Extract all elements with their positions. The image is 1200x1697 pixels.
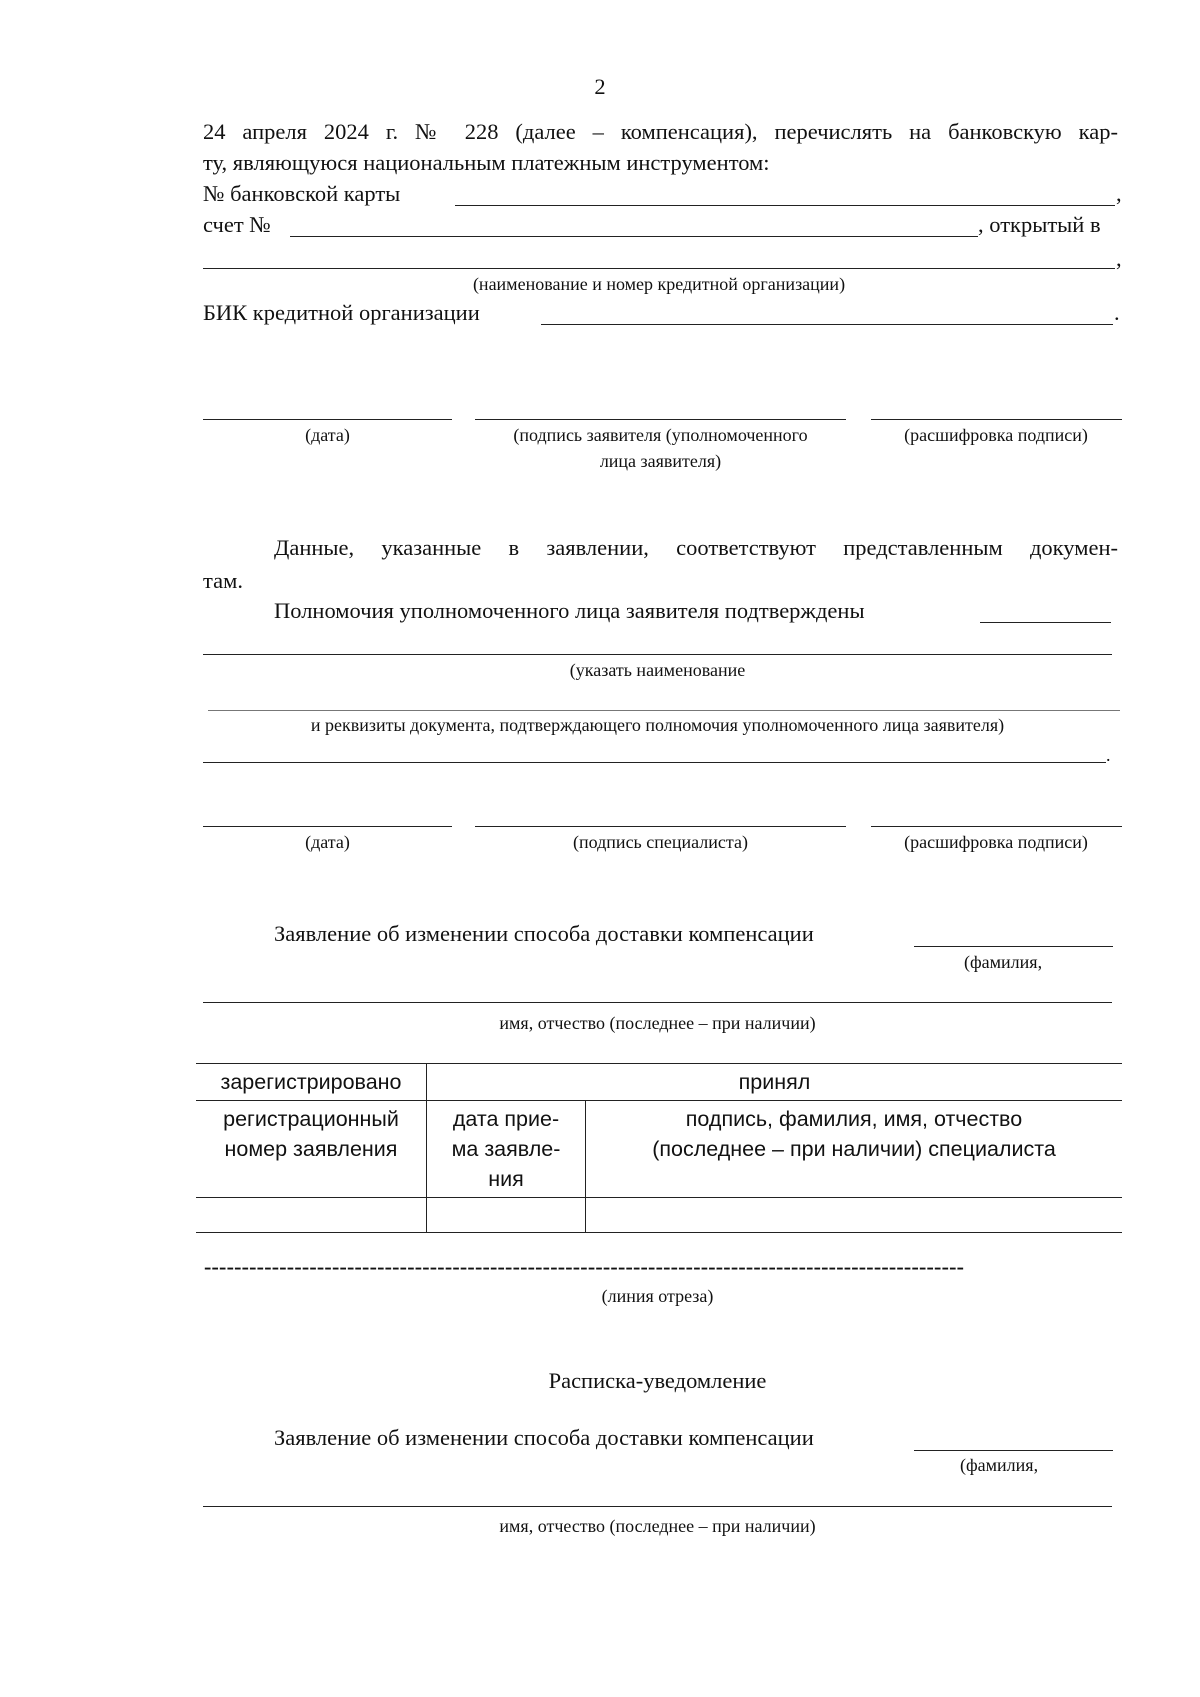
specialist-decode-caption: (расшифровка подписи) — [904, 832, 1088, 852]
page-number: 2 — [594, 74, 606, 99]
table-row — [196, 1198, 1122, 1233]
specialist-date-field[interactable] — [203, 826, 452, 827]
bank-name-caption: (наименование и номер кредитной организации) — [472, 274, 846, 294]
cut-line-caption: (линия отреза) — [601, 1286, 714, 1306]
col-signature-line-1: подпись, фамилия, имя, отчество — [685, 1107, 1023, 1132]
applicant-decode-caption: (расшифровка подписи) — [904, 425, 1088, 445]
card-number-label: № банковской карты — [203, 181, 401, 206]
col-reg-number-line-2: номер заявления — [224, 1137, 398, 1162]
header-registered: зарегистрировано — [196, 1064, 427, 1101]
bik-label: БИК кредитной организации — [203, 300, 480, 325]
col-date-line-3: ния — [488, 1167, 524, 1192]
applicant-signature-caption: (подпись заявителя (уполномоченного — [513, 425, 808, 445]
account-opened-in: , открытый в — [978, 212, 1101, 237]
specialist-date-caption: (дата) — [305, 832, 350, 852]
receipt-surname-caption: (фамилия, — [960, 1455, 1039, 1475]
authority-field-4[interactable] — [203, 762, 1106, 763]
col-reg-number-line-1: регистрационный — [223, 1107, 399, 1132]
card-number-comma: , — [1116, 181, 1122, 206]
authority-field-1[interactable] — [980, 622, 1111, 623]
verification-line-1: Данные, указанные в заявлении, соответствуют представленным докумен- — [274, 535, 1118, 560]
authority-field-2[interactable] — [203, 654, 1112, 655]
receipt-title: Расписка-уведомление — [548, 1368, 767, 1393]
col-date-line-1: дата прие- — [452, 1107, 560, 1132]
applicant-signature-field[interactable] — [475, 419, 846, 420]
col-date — [427, 1101, 586, 1198]
receipt-name-caption: имя, отчество (последнее – при наличии) — [499, 1516, 816, 1536]
registration-table — [196, 1063, 1122, 1233]
statement-surname-caption: (фамилия, — [964, 952, 1043, 972]
receipt-name-field[interactable] — [203, 1506, 1112, 1507]
account-number-field[interactable] — [290, 236, 978, 237]
receipt-text: Заявление об изменении способа доставки компенсации — [274, 1425, 814, 1450]
statement-text: Заявление об изменении способа доставки компенсации — [274, 921, 814, 946]
col-signature — [586, 1101, 1123, 1198]
bik-field[interactable] — [541, 324, 1113, 325]
authority-field-3[interactable] — [208, 710, 1120, 711]
specialist-signature-caption: (подпись специалиста) — [573, 832, 748, 852]
applicant-date-caption: (дата) — [305, 425, 350, 445]
intro-line-1: 24 апреля 2024 г. № 228 (далее – компенсация), перечислять на банковскую кар- — [203, 119, 1118, 144]
bik-period: . — [1114, 300, 1120, 325]
bank-name-comma: , — [1116, 246, 1122, 271]
bank-name-field[interactable] — [203, 268, 1115, 269]
statement-name-caption: имя, отчество (последнее – при наличии) — [499, 1013, 816, 1033]
authority-confirmed-text: Полномочия уполномоченного лица заявителя подтверждены — [274, 598, 865, 623]
col-signature-line-2: (последнее – при наличии) специалиста — [652, 1137, 1056, 1162]
table-subheader-row — [196, 1101, 1122, 1198]
applicant-date-field[interactable] — [203, 419, 452, 420]
account-label: счет № — [203, 212, 271, 237]
header-accepted: принял — [427, 1064, 1123, 1101]
authority-period: . — [1106, 745, 1111, 765]
receipt-surname-field[interactable] — [914, 1450, 1113, 1451]
specialist-signature-field[interactable] — [475, 826, 846, 827]
table-header-row — [196, 1064, 1122, 1101]
intro-line-2: ту, являющуюся национальным платежным инструментом: — [203, 150, 770, 175]
statement-name-field[interactable] — [203, 1002, 1112, 1003]
date-cell[interactable] — [427, 1198, 586, 1233]
statement-surname-field[interactable] — [914, 946, 1113, 947]
card-number-field[interactable] — [455, 205, 1115, 206]
applicant-decode-field[interactable] — [871, 419, 1122, 420]
col-date-line-2: ма заявле- — [451, 1137, 561, 1162]
signature-cell[interactable] — [586, 1198, 1123, 1233]
authority-caption-2: и реквизиты документа, подтверждающего полномочия уполномоченного лица заявителя) — [310, 715, 1005, 735]
specialist-decode-field[interactable] — [871, 826, 1122, 827]
col-reg-number — [196, 1101, 427, 1198]
reg-number-cell[interactable] — [196, 1198, 427, 1233]
applicant-signature-caption-2: лица заявителя) — [599, 451, 722, 471]
cut-line: ----------------------------------------------------------------------------------------------------- — [204, 1254, 965, 1279]
authority-caption-1: (указать наименование — [569, 660, 746, 680]
verification-line-2: там. — [203, 568, 243, 593]
